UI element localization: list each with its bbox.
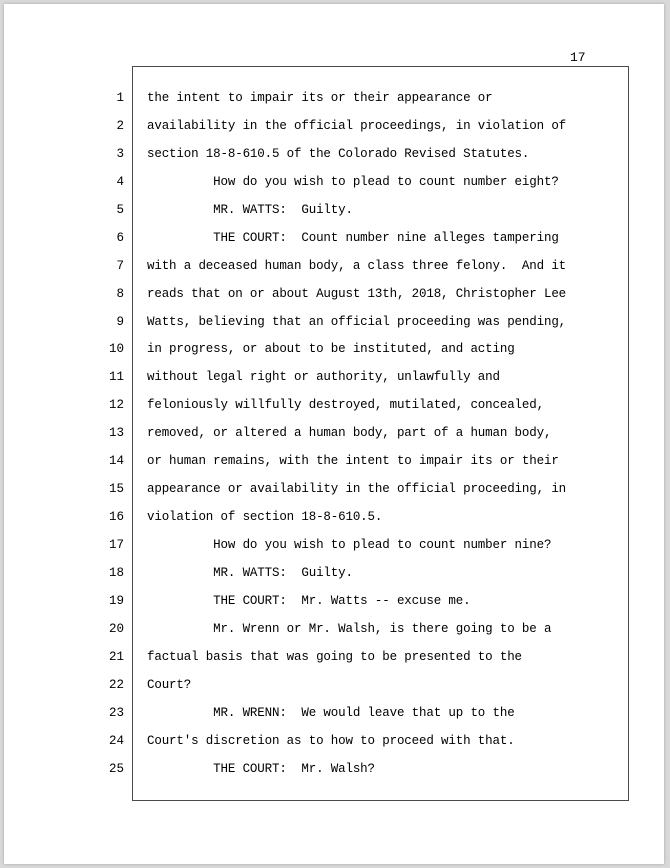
line-number: 3 bbox=[116, 146, 124, 161]
line-number: 6 bbox=[116, 230, 124, 245]
transcript-line: MR. WRENN: We would leave that up to the bbox=[147, 705, 515, 720]
line-number: 1 bbox=[116, 91, 124, 105]
transcript-line: MR. WATTS: Guilty. bbox=[147, 565, 353, 580]
line-number: 10 bbox=[108, 342, 124, 357]
transcript-line: without legal right or authority, unlawfully and bbox=[147, 370, 500, 385]
line-number: 13 bbox=[108, 426, 124, 441]
line-number: 9 bbox=[116, 314, 124, 329]
transcript-line: reads that on or about August 13th, 2018, Christopher Lee bbox=[147, 286, 567, 301]
line-number: 12 bbox=[108, 398, 124, 413]
line-number: 20 bbox=[108, 621, 124, 636]
line-number: 18 bbox=[108, 565, 124, 580]
transcript-line: How do you wish to plead to count number eight? bbox=[147, 174, 559, 189]
line-number: 14 bbox=[108, 454, 124, 469]
line-number: 7 bbox=[116, 258, 124, 273]
transcript-line: appearance or availability in the official proceeding, in bbox=[147, 482, 567, 497]
line-number: 21 bbox=[108, 649, 124, 664]
page-number: 17 bbox=[570, 50, 586, 65]
transcript-line: Mr. Wrenn or Mr. Walsh, is there going to be a bbox=[147, 621, 552, 636]
transcript-line: Court's discretion as to how to proceed with that. bbox=[147, 733, 515, 748]
transcript-line: feloniously willfully destroyed, mutilated, concealed, bbox=[147, 398, 544, 413]
line-number: 22 bbox=[108, 677, 124, 692]
transcript-text bbox=[147, 89, 627, 787]
transcript-line: removed, or altered a human body, part of a human body, bbox=[147, 426, 552, 441]
transcript-line: violation of section 18-8-610.5. bbox=[147, 510, 383, 525]
transcript-page bbox=[4, 4, 664, 864]
transcript-line: Court? bbox=[147, 677, 192, 692]
line-number: 23 bbox=[108, 705, 124, 720]
transcript-line: the intent to impair its or their appearance or bbox=[147, 91, 493, 105]
transcript-line: or human remains, with the intent to impair its or their bbox=[147, 454, 559, 469]
transcript-line: THE COURT: Mr. Walsh? bbox=[147, 761, 375, 776]
transcript-line: How do you wish to plead to count number nine? bbox=[147, 538, 552, 552]
transcript-line: factual basis that was going to be presented to the bbox=[147, 649, 522, 664]
line-number: 15 bbox=[108, 482, 124, 497]
line-number: 11 bbox=[108, 370, 124, 385]
line-number: 4 bbox=[116, 174, 124, 189]
line-number: 24 bbox=[108, 733, 124, 748]
transcript-line: availability in the official proceedings, in violation of bbox=[147, 118, 567, 133]
transcript-line: with a deceased human body, a class three felony. And it bbox=[147, 258, 567, 273]
transcript-line: MR. WATTS: Guilty. bbox=[147, 202, 353, 217]
transcript-line: in progress, or about to be instituted, and acting bbox=[147, 342, 515, 357]
transcript-line: Watts, believing that an official proceeding was pending, bbox=[147, 314, 567, 329]
line-number-column bbox=[100, 89, 124, 787]
transcript-line: section 18-8-610.5 of the Colorado Revised Statutes. bbox=[147, 146, 530, 161]
transcript-line: THE COURT: Mr. Watts -- excuse me. bbox=[147, 593, 471, 608]
line-number: 2 bbox=[116, 118, 124, 133]
line-number: 17 bbox=[108, 538, 124, 552]
line-number: 25 bbox=[108, 761, 124, 776]
transcript-line: THE COURT: Count number nine alleges tampering bbox=[147, 230, 559, 245]
line-number: 19 bbox=[108, 593, 124, 608]
line-number: 5 bbox=[116, 202, 124, 217]
line-number: 16 bbox=[108, 510, 124, 525]
line-number: 8 bbox=[116, 286, 124, 301]
